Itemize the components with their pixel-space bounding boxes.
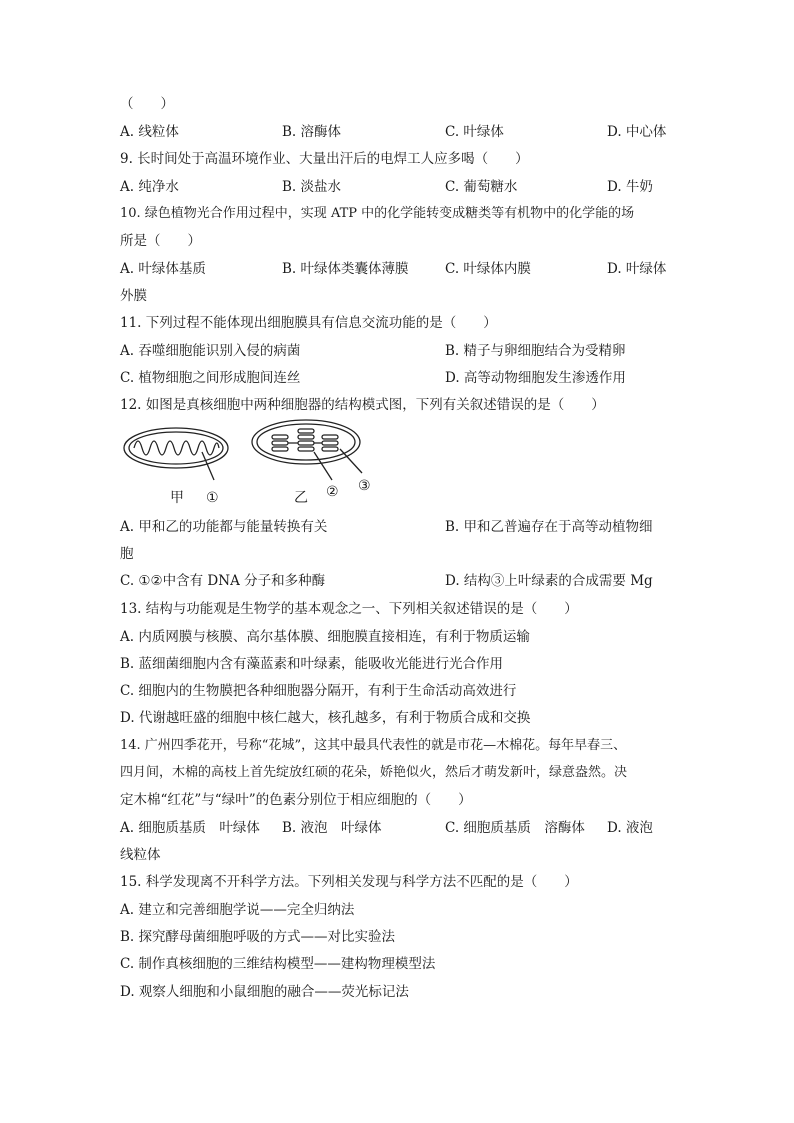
q14-option-b: B. 液泡 叶绿体 (282, 820, 382, 836)
q10-stem-line1: 10. 绿色植物光合作用过程中，实现 ATP 中的化学能转变成糖类等有机物中的化学能的场 (120, 206, 635, 221)
q9-option-d: D. 牛奶 (607, 179, 653, 195)
q9-option-b: B. 淡盐水 (282, 179, 342, 195)
q13-option-d: D. 代谢越旺盛的细胞中核仁越大，核孔越多，有利于物质合成和交换 (120, 710, 531, 726)
q10-option-b: B. 叶绿体类囊体薄膜 (282, 261, 409, 277)
q12-option-c: C. ①②中含有 DNA 分子和多种酶 (120, 573, 326, 589)
label-jia: 甲 (170, 490, 184, 506)
q15-option-d: D. 观察人细胞和小鼠细胞的融合——荧光标记法 (120, 984, 409, 1000)
label-yi: 乙 (294, 490, 308, 506)
q11-option-c: C. 植物细胞之间形成胞间连丝 (120, 370, 301, 386)
q10-option-d: D. 叶绿体 (607, 261, 667, 277)
q11-option-d: D. 高等动物细胞发生渗透作用 (445, 370, 626, 386)
q15-option-b: B. 探究酵母菌细胞呼吸的方式——对比实验法 (120, 929, 396, 945)
marker-2: ② (326, 484, 339, 500)
q8-option-a: A. 线粒体 (120, 124, 179, 140)
q14-stem-line2: 四月间，木棉的高枝上首先绽放红硕的花朵，娇艳似火，然后才萌发新叶，绿意盎然。决 (120, 765, 628, 780)
q11-option-a: A. 吞噬细胞能识别入侵的病菌 (120, 343, 301, 359)
q14-option-d-wrap: 线粒体 (120, 847, 161, 863)
q14-stem-line1: 14. 广州四季花开，号称“花城”，这其中最具代表性的就是市花—木棉花。每年早春三、 (120, 738, 627, 753)
q12-option-d: D. 结构③上叶绿素的合成需要 Mg (445, 573, 653, 589)
q8-option-c: C. 叶绿体 (445, 124, 504, 140)
q15-option-c: C. 制作真核细胞的三维结构模型——建构物理模型法 (120, 956, 436, 972)
q15-option-a: A. 建立和完善细胞学说——完全归纳法 (120, 902, 355, 918)
q9-option-a: A. 纯净水 (120, 179, 179, 195)
chloroplast-diagram (252, 420, 362, 480)
q10-option-d-wrap: 外膜 (120, 288, 147, 304)
q8-stem-tail: （ ） (120, 96, 174, 112)
q9-option-c: C. 葡萄糖水 (445, 179, 518, 195)
q14-option-c: C. 细胞质基质 溶酶体 (445, 820, 585, 836)
marker-1: ① (206, 490, 219, 506)
organelle-figure (118, 418, 398, 514)
mitochondrion-diagram (124, 428, 228, 480)
q10-option-a: A. 叶绿体基质 (120, 261, 206, 277)
q13-stem: 13. 结构与功能观是生物学的基本观念之一、下列相关叙述错误的是（ ） (120, 601, 578, 617)
q12-option-b: B. 甲和乙普遍存在于高等动植物细 (445, 519, 653, 535)
q10-stem-line2: 所是（ ） (120, 233, 201, 249)
q14-option-a: A. 细胞质基质 叶绿体 (120, 820, 260, 836)
q12-option-a: A. 甲和乙的功能都与能量转换有关 (120, 519, 328, 535)
q11-stem: 11. 下列过程不能体现出细胞膜具有信息交流功能的是（ ） (120, 315, 497, 331)
marker-3: ③ (358, 478, 371, 494)
q13-option-b: B. 蓝细菌细胞内含有藻蓝素和叶绿素，能吸收光能进行光合作用 (120, 656, 504, 672)
q8-option-d: D. 中心体 (607, 124, 667, 140)
q15-stem: 15. 科学发现离不开科学方法。下列相关发现与科学方法不匹配的是（ ） (120, 874, 578, 890)
q11-option-b: B. 精子与卵细胞结合为受精卵 (445, 343, 626, 359)
q13-option-c: C. 细胞内的生物膜把各种细胞器分隔开，有利于生命活动高效进行 (120, 683, 517, 699)
q13-option-a: A. 内质网膜与核膜、高尔基体膜、细胞膜直接相连，有利于物质运输 (120, 629, 530, 645)
q9-stem: 9. 长时间处于高温环境作业、大量出汗后的电焊工人应多喝（ ） (120, 151, 529, 167)
q12-stem: 12. 如图是真核细胞中两种细胞器的结构模式图，下列有关叙述错误的是（ ） (120, 397, 605, 413)
q8-option-b: B. 溶酶体 (282, 124, 342, 140)
q14-option-d: D. 液泡 (607, 820, 653, 836)
q12-option-b-wrap: 胞 (120, 546, 134, 562)
q14-stem-line3: 定木棉“红花”与“绿叶”的色素分别位于相应细胞的（ ） (120, 792, 472, 808)
q10-option-c: C. 叶绿体内膜 (445, 261, 531, 277)
